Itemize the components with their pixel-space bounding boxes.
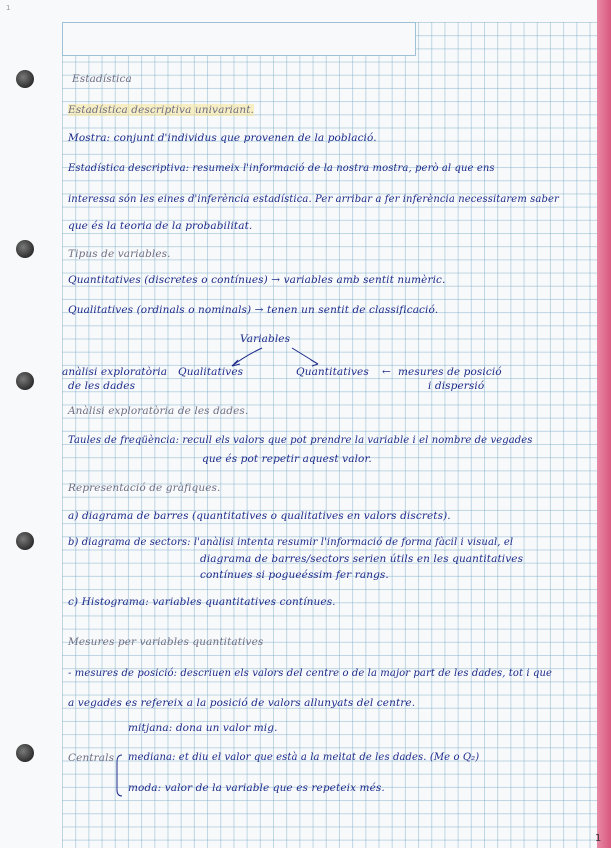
section-heading: Anàlisi exploratòria de les dades.	[68, 405, 249, 417]
page-number: 1	[595, 833, 602, 844]
note-line: Quantitatives (discretes o contínues) → variables amb sentit numèric.	[68, 274, 446, 286]
central-measure-mediana: mediana: et diu el valor que està a la meitat de les dades. (Me o Q₂)	[128, 752, 480, 763]
note-line: b) diagrama de sectors: l'anàlisi intenta resumir l'informació de forma fàcil i visual, el	[68, 537, 514, 548]
note-line: contínues si pogueéssim fer rangs.	[200, 569, 389, 581]
diagram-right-top: mesures de posició	[398, 366, 502, 378]
note-line: que és la teoria de la probabilitat.	[68, 220, 253, 232]
note-line: a vegades es refereix a la posició de valors allunyats del centre.	[68, 697, 416, 709]
corner-mark: 1	[6, 4, 11, 12]
note-line: que és pot repetir aquest valor.	[202, 453, 372, 465]
note-line: Mostra: conjunt d'individus que provenen de la població.	[68, 132, 377, 144]
note-line: interessa són les eines d'inferència estadística. Per arribar a fer inferència necessitarem saber	[68, 194, 559, 205]
note-line: Taules de freqüència: recull els valors que pot prendre la variable i el nombre de vegades	[68, 435, 533, 446]
diagram-variables: Variables	[240, 333, 291, 345]
section-heading: Tipus de variables.	[68, 248, 171, 260]
diagram-qualitatives: Qualitatives	[178, 366, 244, 378]
section-heading: Representació de gràfiques.	[68, 482, 221, 494]
section-heading: Estadística descriptiva univariant.	[68, 104, 254, 116]
diagram-right-bottom: i dispersió	[428, 380, 485, 392]
diagram-left-bottom: de les dades	[68, 380, 136, 392]
note-line: - mesures de posició: descriuen els valors del centre o de la major part de les dades, tot i que	[68, 668, 553, 679]
central-measure-mitjana: mitjana: dona un valor mig.	[128, 722, 278, 734]
diagram-quantitatives: Quantitatives	[296, 366, 369, 378]
diagram-left-top: anàlisi exploratòria	[62, 366, 168, 378]
note-line: Qualitatives (ordinals o nominals) → tenen un sentit de classificació.	[68, 304, 439, 316]
page-title: Estadística	[72, 73, 132, 85]
note-line: diagrama de barres/sectors serien útils en les quantitatives	[200, 553, 524, 565]
diagram-arrow: ←	[382, 366, 391, 378]
section-heading: Mesures per variables quantitatives	[68, 636, 264, 648]
note-line: a) diagrama de barres (quantitatives o qualitatives en valors discrets).	[68, 510, 451, 522]
note-line: c) Histograma: variables quantitatives contínues.	[68, 596, 336, 608]
central-measure-moda: moda: valor de la variable que es repeteix més.	[128, 782, 385, 794]
centrals-label: Centrals	[68, 752, 115, 764]
note-line: Estadística descriptiva: resumeix l'informació de la nostra mostra, però al que ens	[68, 163, 495, 174]
